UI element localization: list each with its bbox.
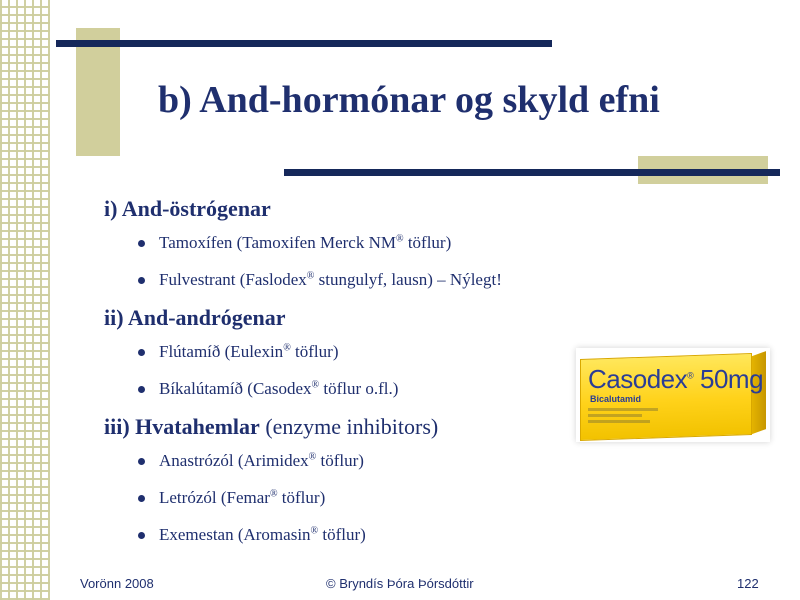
list-item-text: Exemestan (Aromasin® töflur) [159, 525, 366, 544]
list-item [104, 231, 584, 268]
list-item [104, 340, 584, 377]
list-item [104, 377, 584, 414]
title-bar-top [56, 40, 552, 47]
list-item [104, 268, 584, 305]
section-heading-text: iii) Hvatahemlar [104, 414, 260, 439]
list-item-text: Letrózól (Femar® töflur) [159, 488, 326, 507]
section-heading-note: (enzyme inhibitors) [259, 414, 439, 439]
bullet-icon [138, 495, 145, 502]
footer-author: © Bryndís Þóra Þórsdóttir [326, 576, 474, 591]
registered-mark: ® [311, 379, 320, 391]
registered-mark: ® [308, 451, 317, 463]
list-item [104, 449, 584, 486]
bullet-icon [138, 458, 145, 465]
registered-mark: ® [269, 488, 278, 500]
section-heading-text: i) And-östrógenar [104, 196, 271, 221]
registered-mark: ® [283, 342, 291, 354]
slide-content [104, 196, 584, 560]
bullet-icon [138, 240, 145, 247]
box-fine-print [588, 414, 642, 417]
box-fine-print [588, 408, 658, 411]
registered-mark: ® [395, 233, 404, 245]
casodex-box-image [576, 348, 770, 442]
section-heading-anti-estrogens [104, 196, 584, 231]
left-pattern-strip [0, 0, 50, 600]
list-item-text: Anastrózól (Arimidex® töflur) [159, 451, 364, 470]
footer-page-number: 122 [737, 576, 759, 591]
box-brand-text: Casodex® 50mg [588, 364, 764, 394]
title-bar-bottom [284, 169, 780, 176]
list-item [104, 523, 584, 560]
bullet-icon [138, 349, 145, 356]
bullet-icon [138, 277, 145, 284]
accent-block-top [76, 28, 120, 156]
list-item-text: Flútamíð (Eulexin® töflur) [159, 342, 339, 361]
list-item-text: Tamoxífen (Tamoxifen Merck NM® töflur) [159, 233, 452, 252]
box-fine-print [588, 420, 650, 423]
bullet-icon [138, 386, 145, 393]
registered-mark: ® [306, 270, 315, 282]
section-heading-enzyme-inhibitors [104, 414, 584, 449]
section-heading-text: ii) And-andrógenar [104, 305, 286, 330]
list-item [104, 486, 584, 523]
list-item-text: Bíkalútamíð (Casodex® töflur o.fl.) [159, 379, 399, 398]
slide-title: b) And-hormónar og skyld efni [158, 79, 660, 121]
bullet-icon [138, 532, 145, 539]
footer-term: Vorönn 2008 [80, 576, 154, 591]
registered-mark: ® [310, 525, 319, 537]
list-item-text: Fulvestrant (Faslodex® stungulyf, lausn) – Nýlegt! [159, 270, 502, 289]
section-heading-anti-androgens [104, 305, 584, 340]
box-subtitle: Bicalutamid [590, 394, 642, 404]
